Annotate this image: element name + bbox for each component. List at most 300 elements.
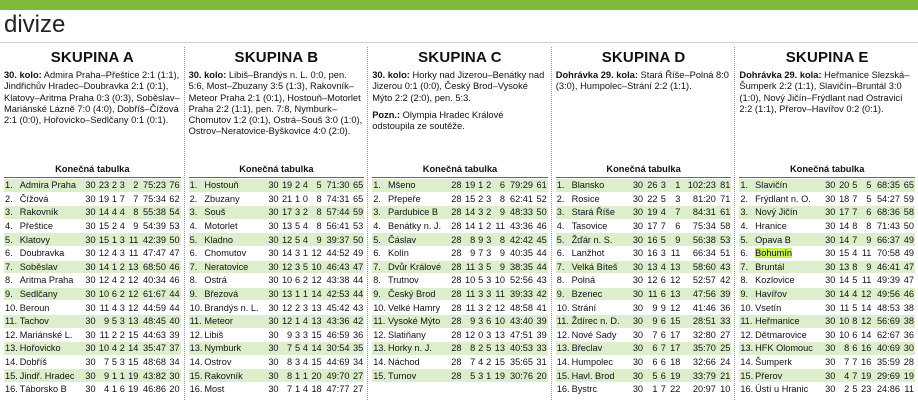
stat-cell: 62:67 xyxy=(872,328,901,342)
note-label: Pozn.: xyxy=(372,109,401,120)
stat-cell: 9 xyxy=(97,314,111,328)
stat-cell: 36 xyxy=(717,301,732,315)
stat-cell: 13 xyxy=(836,260,850,274)
stat-cell: 6 xyxy=(658,314,666,328)
position: 13. xyxy=(740,343,754,354)
stat-cell: 8 xyxy=(463,233,477,247)
stat-cell: 5 xyxy=(852,180,858,191)
team-name xyxy=(754,287,822,301)
stat-cell: 47 xyxy=(167,246,181,260)
stat-cell: 7 xyxy=(658,342,666,356)
group-heading: SKUPINA C xyxy=(418,49,502,66)
stat-cell: 30 xyxy=(167,369,181,383)
position: 1. xyxy=(740,180,749,191)
stat-cell: 11 xyxy=(97,328,111,342)
stat-cell: 9 xyxy=(492,206,506,220)
position: 14. xyxy=(5,357,18,368)
stat-cell: 4 xyxy=(302,343,309,354)
stat-cell: 6 xyxy=(644,355,658,369)
stat-cell: 43:40 xyxy=(506,314,534,328)
team-name xyxy=(19,301,83,315)
stat-cell: 11 xyxy=(836,301,850,315)
table-row xyxy=(372,233,548,247)
stat-cell: 7 xyxy=(126,192,140,206)
stat-cell: 5 xyxy=(486,261,492,272)
stat-cell: 18 xyxy=(836,192,850,206)
stat-cell: 2 xyxy=(486,302,492,313)
results-text: Libiš–Brandýs n. L. 0:0, pen. 5:6, Most–Zbuzany 3:5 (1:3), Rakovník–Meteor Praha 2:1 (0:1), Hostouň–Motorlet Praha 2:2 (1:1), pen. 7:8, Nymburk–Chomutov 1:2 (0:1), Ostrá–Souš 3:0 (1:0), Ostrov–Neratovice-Byškovice 4:0 (2:0). xyxy=(188,70,363,137)
team-label: Ždírec n. D. xyxy=(571,316,620,327)
table-row xyxy=(739,301,915,315)
stat-cell: 30 xyxy=(83,314,97,328)
team-label: Doubravka xyxy=(19,248,65,259)
stat-cell: 30:54 xyxy=(323,342,351,356)
table-row xyxy=(739,355,915,369)
stat-cell: 43:82 xyxy=(139,369,167,383)
stat-cell: 68:50 xyxy=(139,260,167,274)
stat-cell: 15 xyxy=(463,192,477,206)
stat-cell: 9 xyxy=(97,369,111,383)
position: 5. xyxy=(556,233,571,247)
stat-cell: 42 xyxy=(351,314,365,328)
stat-cell: 29:69 xyxy=(872,369,901,383)
stat-cell: 22 xyxy=(644,192,658,206)
team-label: Motorlet xyxy=(204,221,238,232)
stat-cell: 30 xyxy=(822,274,836,288)
results-text: Horky nad Jizerou–Benátky nad Jizerou 0:1 (0:0), Český Brod–Vysoké Mýto 2:2 (2:0), pen. 5:3. xyxy=(372,70,545,103)
stat-cell: 65 xyxy=(351,192,365,206)
stat-cell: 17 xyxy=(280,206,294,220)
stat-cell: 21 xyxy=(280,192,294,206)
stat-cell: 5 xyxy=(644,369,658,383)
stat-cell: 11 xyxy=(463,301,477,315)
table-row xyxy=(4,369,181,383)
team-name xyxy=(571,233,630,247)
team-name xyxy=(387,219,449,233)
standings-title: Konečná tabulka xyxy=(789,164,865,174)
stat-cell: 12 xyxy=(280,314,294,328)
stat-cell: 9 xyxy=(858,260,872,274)
team-label: Nový Jičín xyxy=(755,207,798,218)
stat-cell: 28 xyxy=(449,246,463,260)
stat-cell: 39:33 xyxy=(506,287,534,301)
stat-cell: 48:45 xyxy=(139,314,167,328)
team-name xyxy=(387,287,449,301)
team-name xyxy=(387,342,449,356)
table-row xyxy=(189,233,365,247)
stat-cell: 11 xyxy=(667,246,681,260)
stat-cell: 5 xyxy=(294,234,301,245)
team-name xyxy=(203,314,266,328)
stat-cell: 11 xyxy=(644,287,658,301)
stat-cell: 2 xyxy=(486,357,492,368)
position: 14. xyxy=(189,357,203,368)
stat-cell: 37 xyxy=(167,342,181,356)
stat-cell: 75:23 xyxy=(143,180,167,191)
stat-cell: 2 xyxy=(486,221,492,232)
stat-cell: 36 xyxy=(901,328,915,342)
stat-cell: 3 xyxy=(660,180,666,191)
team-name xyxy=(19,382,83,395)
team-label: Velké Hamry xyxy=(387,302,441,313)
stat-cell: 3 xyxy=(119,302,125,313)
stat-cell: 52 xyxy=(534,192,548,206)
position: 11. xyxy=(740,316,753,327)
stat-cell: 30 xyxy=(825,180,836,191)
stat-cell: 6 xyxy=(111,289,117,300)
stat-cell: 33 xyxy=(534,342,548,356)
stat-cell: 44 xyxy=(534,246,548,260)
stat-cell: 30 xyxy=(630,274,644,288)
team-label: Slavičín xyxy=(755,180,788,191)
stat-cell: 44 xyxy=(167,287,181,301)
team-name xyxy=(203,369,266,383)
team-label: Dobříš xyxy=(19,357,47,368)
stat-cell: 76 xyxy=(169,180,180,191)
table-row xyxy=(189,328,365,342)
stat-cell: 27 xyxy=(351,369,365,383)
table-row xyxy=(189,314,365,328)
table-row xyxy=(4,301,181,315)
stat-cell: 10 xyxy=(463,274,477,288)
team-label: Hostouň xyxy=(204,180,239,191)
stat-cell: 11 xyxy=(492,219,506,233)
stat-cell: 3 xyxy=(294,329,301,340)
stat-cell: 4 xyxy=(111,302,117,313)
team-name xyxy=(203,192,266,206)
stat-cell: 1 xyxy=(478,180,484,191)
team-name xyxy=(571,355,630,369)
position: 2. xyxy=(189,192,204,206)
team-label: Hořovicko xyxy=(19,343,61,354)
stat-cell: 39:37 xyxy=(323,233,351,247)
standings-rule xyxy=(4,177,181,178)
position: 8. xyxy=(189,274,204,288)
stat-cell: 28 xyxy=(449,260,463,274)
stat-cell: 5 xyxy=(858,192,872,206)
stat-cell: 28 xyxy=(449,219,463,233)
team-name xyxy=(19,206,83,220)
position: 2. xyxy=(372,192,387,206)
stat-cell: 30 xyxy=(822,260,836,274)
stat-cell: 19 xyxy=(858,369,872,383)
team-label: Tachov xyxy=(19,316,49,327)
stat-cell: 4 xyxy=(852,289,858,300)
table-row xyxy=(556,301,732,315)
stat-cell: 13 xyxy=(280,287,294,301)
team-name xyxy=(19,274,83,288)
stat-cell: 3 xyxy=(486,193,492,204)
team-label: Ostrá xyxy=(204,275,227,286)
stat-cell: 14 xyxy=(97,206,111,220)
stat-cell: 1 xyxy=(111,193,117,204)
stat-cell: 19 xyxy=(126,382,140,395)
stat-cell: 13 xyxy=(667,260,681,274)
stat-cell: 44:59 xyxy=(139,301,167,315)
group-column xyxy=(551,47,735,400)
stat-cell: 46:86 xyxy=(139,382,167,395)
table-row xyxy=(372,342,548,356)
stat-cell: 3 xyxy=(478,370,484,381)
team-name xyxy=(571,192,630,206)
team-label: Bruntál xyxy=(755,261,785,272)
stat-cell: 30 xyxy=(822,219,836,233)
team-name xyxy=(571,328,630,342)
position: 4. xyxy=(556,219,571,233)
stat-cell: 4 xyxy=(97,382,111,395)
stat-cell: 9 xyxy=(478,234,484,245)
stat-cell: 1 xyxy=(644,382,658,395)
stat-cell: 26 xyxy=(647,180,658,191)
stat-cell: 30 xyxy=(83,192,97,206)
stat-cell: 84:31 xyxy=(681,206,717,220)
table-row xyxy=(4,342,181,356)
stat-cell: 15 xyxy=(836,246,850,260)
title-divider xyxy=(0,42,918,43)
stat-cell: 56:38 xyxy=(681,233,717,247)
standings xyxy=(189,164,365,396)
position: 6. xyxy=(739,246,754,260)
stat-cell: 7 xyxy=(852,207,858,218)
stat-cell: 58:60 xyxy=(681,260,717,274)
position: 3. xyxy=(189,206,204,220)
table-row xyxy=(189,369,365,383)
table-row xyxy=(189,206,365,220)
stat-cell: 22 xyxy=(667,382,681,395)
stat-cell: 10 xyxy=(836,328,850,342)
stat-cell: 1 xyxy=(111,384,117,395)
position: 16. xyxy=(740,384,754,395)
position: 16. xyxy=(5,384,18,395)
stat-cell: 20 xyxy=(534,369,548,382)
position: 7. xyxy=(4,260,19,274)
stat-cell: 35:70 xyxy=(681,342,717,356)
stat-cell: 30 xyxy=(630,382,644,395)
stat-cell: 49:70 xyxy=(323,369,351,383)
stat-cell: 4 xyxy=(302,316,309,327)
stat-cell: 13 xyxy=(309,314,323,328)
stat-cell: 2 xyxy=(294,302,301,313)
table-row xyxy=(739,246,915,260)
stat-cell: 51 xyxy=(717,246,732,260)
stat-cell: 14 xyxy=(309,287,323,301)
team-name xyxy=(203,260,266,274)
position: 1. xyxy=(373,180,381,191)
team-label: Tasovice xyxy=(571,221,608,232)
stat-cell: 30 xyxy=(83,301,97,315)
page-title: divize xyxy=(4,11,66,38)
stat-cell: 28 xyxy=(449,233,463,247)
stat-cell: 30 xyxy=(822,369,836,383)
team-label: Humpolec xyxy=(571,357,613,368)
team-name xyxy=(571,301,630,315)
table-row xyxy=(189,301,365,315)
stat-cell: 10 xyxy=(492,274,506,288)
team-name xyxy=(19,246,83,260)
stat-cell: 30 xyxy=(83,382,97,395)
stat-cell: 3 xyxy=(658,246,666,260)
team-name xyxy=(19,260,83,274)
team-label: Břeclav xyxy=(571,343,603,354)
stat-cell: 38 xyxy=(901,314,915,328)
stat-cell: 43:36 xyxy=(323,314,351,328)
team-label: Velká Bíteš xyxy=(571,261,618,272)
stat-cell: 12 xyxy=(667,301,681,315)
stat-cell: 6 xyxy=(658,369,666,383)
team-label: Libiš xyxy=(204,329,224,340)
stat-cell: 15 xyxy=(309,328,323,342)
team-label: Ústí u Hranic xyxy=(755,384,809,395)
team-label: Náchod xyxy=(387,357,420,368)
stat-cell: 10 xyxy=(97,342,111,356)
stat-cell: 28 xyxy=(449,328,463,342)
team-label: Zbuzany xyxy=(204,193,240,204)
position: 9. xyxy=(372,287,387,301)
stat-cell: 14 xyxy=(858,301,872,315)
table-row xyxy=(372,246,548,260)
table-row xyxy=(4,206,181,220)
team-label: Most xyxy=(204,384,225,395)
stat-cell: 19 xyxy=(492,369,506,382)
table-row xyxy=(556,342,732,356)
stat-cell: 19 xyxy=(97,192,111,206)
stat-cell: 10 xyxy=(717,382,732,395)
stat-cell: 2 xyxy=(111,180,117,191)
stat-cell: 43 xyxy=(534,274,548,288)
table-row xyxy=(4,274,181,288)
team-label: Frýdlant n. O. xyxy=(755,193,811,204)
table-row xyxy=(556,287,732,301)
note-text: Olympia Hradec Králové odstoupila ze soutěže. xyxy=(372,109,504,132)
position: 8. xyxy=(556,274,571,288)
stat-cell: 30 xyxy=(630,301,644,315)
stat-cell: 38:35 xyxy=(506,260,534,274)
stat-cell: 30 xyxy=(83,355,97,369)
stat-cell: 15 xyxy=(126,328,140,342)
stat-cell: 3 xyxy=(486,289,492,300)
stat-cell: 3 xyxy=(486,248,492,259)
stat-cell: 5 xyxy=(852,384,858,395)
stat-cell: 12 xyxy=(463,328,477,342)
stat-cell: 11 xyxy=(901,382,915,395)
team-label: Kozlovice xyxy=(755,275,795,286)
stat-cell: 2 xyxy=(111,329,117,340)
stat-cell: 15 xyxy=(126,355,140,369)
position: 15. xyxy=(189,370,203,381)
standings-table xyxy=(189,179,365,396)
stat-cell: 2 xyxy=(478,343,484,354)
stat-cell: 53 xyxy=(717,233,732,247)
stat-cell: 43:36 xyxy=(506,219,534,233)
team-label: Mšeno xyxy=(387,180,416,191)
stat-cell: 7 xyxy=(463,355,477,369)
stat-cell: 5 xyxy=(463,369,477,382)
team-name xyxy=(19,287,83,301)
stat-cell: 30 xyxy=(266,274,280,288)
table-row xyxy=(556,246,732,260)
stat-cell: 18 xyxy=(667,355,681,369)
stat-cell: 15 xyxy=(492,355,506,369)
stat-cell: 40:35 xyxy=(506,246,534,260)
stat-cell: 5 xyxy=(486,343,492,354)
stat-cell: 12 xyxy=(126,301,140,315)
stat-cell: 8 xyxy=(852,316,858,327)
stat-cell: 40:53 xyxy=(506,342,534,356)
stat-cell: 6 xyxy=(119,384,125,395)
stat-cell: 30 xyxy=(630,314,644,328)
table-row xyxy=(739,192,915,206)
stat-cell: 20 xyxy=(839,180,850,191)
position: 5. xyxy=(372,233,387,247)
stat-cell: 4 xyxy=(302,384,309,395)
team-name xyxy=(571,382,630,395)
results-text: Stará Říše–Polná 8:0 (3:0), Humpolec–Strání 2:2 (1:1). xyxy=(555,70,729,92)
stat-cell: 30 xyxy=(266,192,280,206)
stat-cell: 39 xyxy=(717,287,732,301)
stat-cell: 12 xyxy=(280,233,294,247)
stat-cell: 71:30 xyxy=(326,180,350,191)
team-name xyxy=(19,355,83,369)
table-row xyxy=(372,314,548,328)
team-label: Rakovník xyxy=(19,207,59,218)
position: 11. xyxy=(189,316,202,327)
stat-cell: 30 xyxy=(630,246,644,260)
stat-cell: 4 xyxy=(836,369,850,383)
position: 15. xyxy=(373,370,386,381)
stat-cell: 8 xyxy=(463,342,477,356)
stat-cell: 12 xyxy=(126,274,140,288)
stat-cell: 10 xyxy=(97,287,111,301)
stat-cell: 8 xyxy=(280,355,294,369)
table-row xyxy=(372,301,548,315)
team-name xyxy=(571,219,630,233)
stat-cell: 30 xyxy=(266,301,280,315)
standings-rule xyxy=(739,177,915,178)
table-row xyxy=(372,355,548,369)
team-label: Klatovy xyxy=(19,234,50,245)
stat-cell: 53 xyxy=(351,219,365,233)
stat-cell: 2 xyxy=(119,329,125,340)
stat-cell: 40 xyxy=(167,314,181,328)
stat-cell: 4 xyxy=(119,207,125,218)
stat-cell: 66:34 xyxy=(681,246,717,260)
stat-cell: 7 xyxy=(852,234,858,245)
team-label: Slatiňany xyxy=(387,329,426,340)
stat-cell: 23 xyxy=(98,180,110,191)
stat-cell: 4 xyxy=(119,221,125,232)
stat-cell: 71:43 xyxy=(872,219,901,233)
position: 9. xyxy=(556,287,571,301)
stat-cell: 30 xyxy=(822,192,836,206)
stat-cell: 46 xyxy=(534,219,548,233)
stat-cell: 10 xyxy=(492,314,506,328)
stat-cell: 50 xyxy=(901,219,915,233)
stat-cell: 34 xyxy=(351,355,365,369)
team-name xyxy=(571,369,630,383)
team-name xyxy=(203,301,266,315)
team-label: Benátky n. J. xyxy=(387,221,442,232)
team-name xyxy=(754,314,822,328)
position: 13. xyxy=(373,343,386,354)
stat-cell: 7 xyxy=(119,193,125,204)
stat-cell: 2 xyxy=(111,221,117,232)
stat-cell: 48:53 xyxy=(872,301,901,315)
team-name xyxy=(203,274,266,288)
top-accent-bar xyxy=(0,0,918,10)
stat-cell: 8 xyxy=(858,219,872,233)
table-row xyxy=(372,260,548,274)
stat-cell: 2 xyxy=(302,207,309,218)
